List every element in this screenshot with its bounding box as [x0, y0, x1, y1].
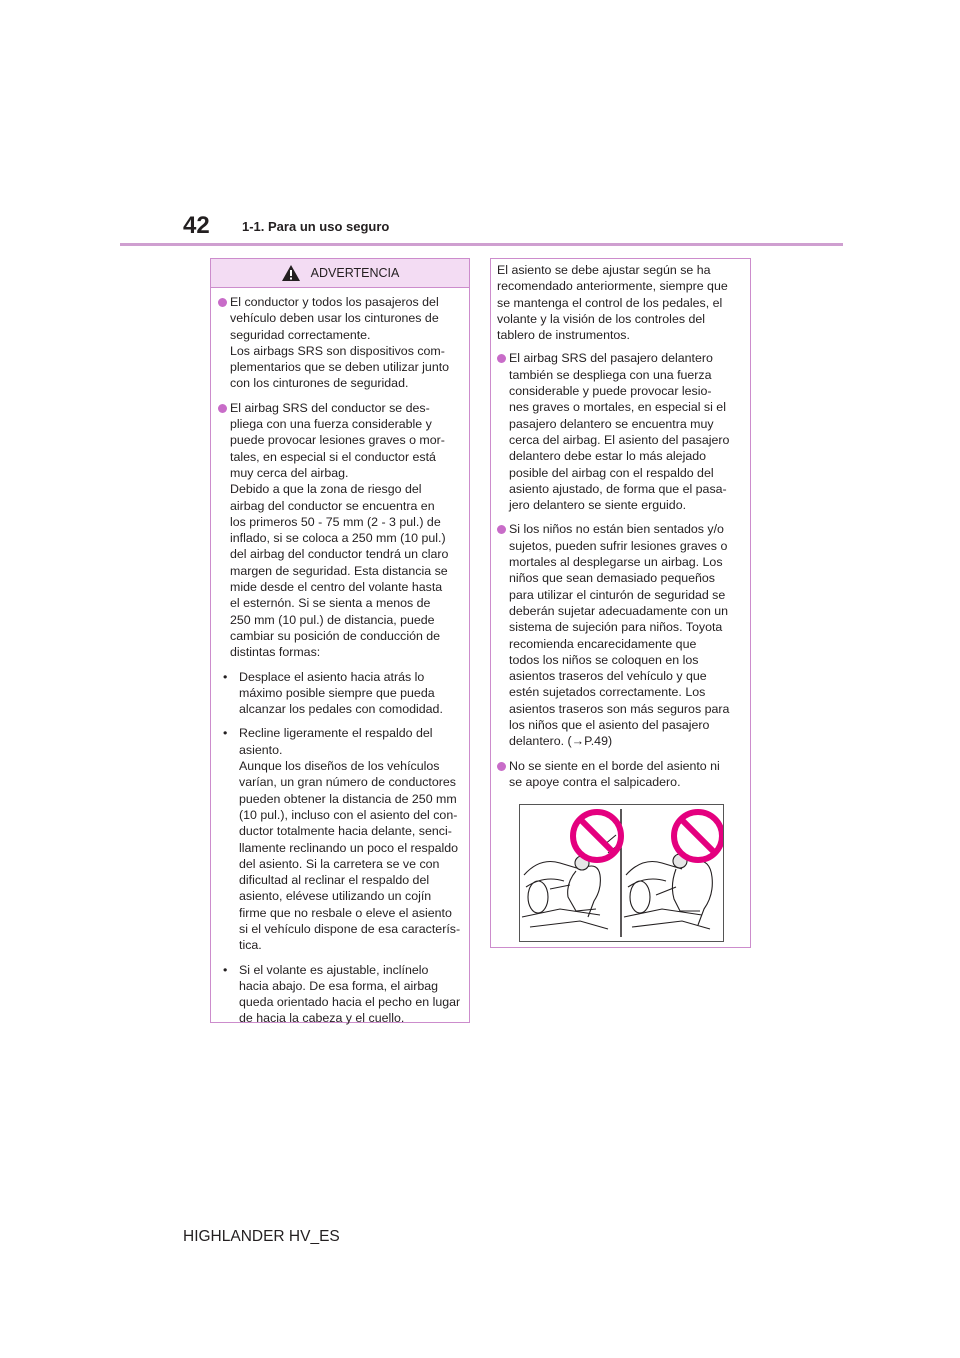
warning-header [211, 259, 469, 288]
warning-bullet [218, 294, 463, 392]
prohibition-icon [674, 812, 722, 860]
continuation-bullet-text: Si los niños no están bien sentados y/o sujetos, pueden sufrir lesiones graves o mortales al desplegarse un airbag. Los niños que sean demasiado pequeños para utilizar el cinturón de seguridad se deberán sujetar adecuadamente con un sistema de sujeción para niños. Toyota recomienda encarecidamente que todos los niños se coloquen en los asientos traseros del vehículo y que estén sujetados correctamente. Los asientos traseros son más seguros para los niños que el asiento del pasajero delantero. (→P.49) [509, 522, 730, 749]
warning-sub-item [218, 669, 463, 718]
section-title: 1-1. Para un uso seguro [242, 219, 390, 234]
continuation-bullet-text: No se siente en el borde del asiento ni se apoye contra el salpicadero. [509, 758, 720, 789]
continuation-bullet [497, 758, 744, 791]
sub-bullet-mark: • [223, 962, 228, 977]
bullet-dot-icon [218, 404, 227, 413]
warning-sub-item [218, 962, 463, 1027]
warning-title: ADVERTENCIA [310, 266, 400, 280]
page-number: 42 [183, 212, 210, 239]
bullet-dot-icon [497, 762, 506, 771]
warning-bullet [218, 400, 463, 661]
sub-bullet-mark: • [223, 726, 228, 741]
continuation-intro: El asiento se debe ajustar según se ha recomendado anteriormente, siempre que se mantenga el control de los pedales, el volante y la visión de los controles del tablero de instrumentos. [497, 263, 728, 343]
continuation-bullet [497, 521, 744, 749]
warning-sub-text: Recline ligeramente el respaldo del asiento. Aunque los diseños de los vehículos varían, un gran número de conductores pueden obtener la distancia de 250 mm (10 pul.), incluso con el asiento del con- ductor totalmente hacia delante, senci- llamente reclinando un poco el respaldo del asiento. Si la carretera se ve con dificultad al reclinar el respaldo del asiento, elévese utilizando un cojín firme que no resbale o eleve el asiento si el vehículo dispone de esa caracterís- tica. [239, 726, 461, 953]
continuation-bullet [497, 350, 744, 513]
header-rule [120, 243, 843, 246]
warning-sub-text: Si el volante es ajustable, inclínelo hacia abajo. De esa forma, el airbag queda orientado hacia el pecho en lugar de hacia la cabeza y el cuello. [239, 962, 461, 1026]
seating-illustration [519, 804, 724, 942]
warning-bullet-text: El conductor y todos los pasajeros del vehículo deben usar los cinturones de seguridad correctamente. Los airbags SRS son dispositivos com- plementarios que se deben utilizar junto con los cinturones de seguridad. [230, 295, 450, 391]
warning-triangle-icon [281, 264, 301, 282]
warning-sub-item [218, 725, 463, 953]
warning-content [211, 288, 469, 1027]
sub-bullet-mark: • [223, 669, 228, 684]
warning-box [210, 258, 470, 1026]
bullet-dot-icon [497, 525, 506, 534]
bullet-dot-icon [497, 354, 506, 363]
prohibition-icon [573, 812, 621, 860]
continuation-bullet-text: El airbag SRS del pasajero delantero también se despliega con una fuerza considerable y puede provocar lesio- nes graves o mortales, en especial si el pasajero delantero se encuentra muy cerca del airbag. El asiento del pasajero delantero debe estar lo más alejado posible del airbag con el respaldo del asiento ajustado, de forma que el pasa- jero delantero se siente erguido. [509, 351, 730, 513]
occupant-on-seat-edge-drawing [624, 854, 712, 929]
continuation-content [491, 259, 750, 790]
warning-bullet-text: El airbag SRS del conductor se des- pliega con una fuerza considerable y puede provocar lesiones graves o mor- tales, en especial si el conductor está muy cerca del airbag. Debido a que la zona de riesgo del airbag del conductor se encuentra en los primeros 50 - 75 mm (2 - 3 pul.) de inflado, si se coloca a 250 mm (10 pul.) del airbag del conductor tendrá un claro margen de seguridad. Esta distancia se mide desde el centro del volante hasta el esternón. Si se sienta a menos de 250 mm (10 pul.) de distancia, puede cambiar su posición de conducción de distintas formas: [230, 400, 449, 660]
page-reference-link[interactable]: delantero. (→P.49) [509, 734, 613, 749]
occupant-leaning-forward-drawing [522, 835, 618, 929]
footer-model: HIGHLANDER HV_ES [183, 1228, 340, 1245]
warning-sub-text: Desplace el asiento hacia atrás lo máximo posible siempre que pueda alcanzar los pedales con comodidad. [239, 669, 443, 717]
seating-illustration-svg [520, 805, 723, 941]
bullet-dot-icon [218, 298, 227, 307]
